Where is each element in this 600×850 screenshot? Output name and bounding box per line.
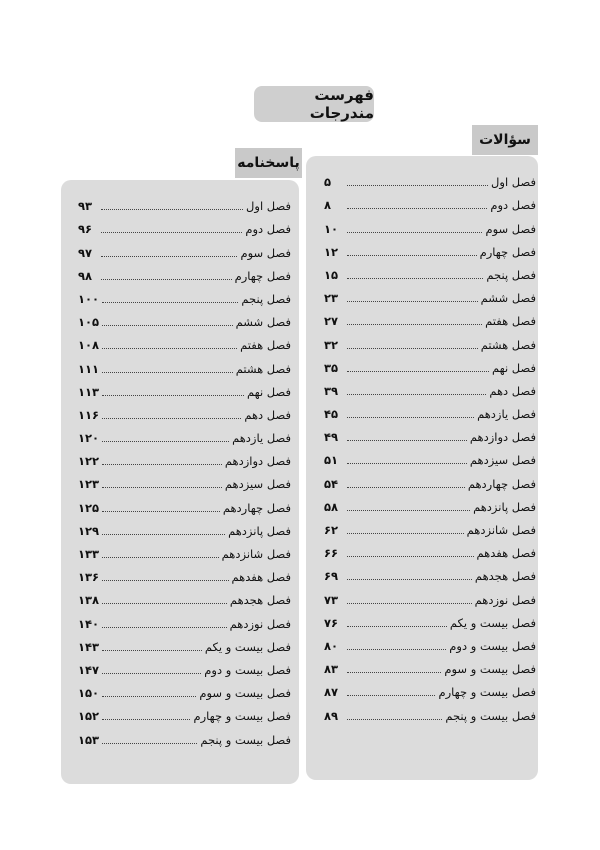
dot-leader: [347, 301, 478, 302]
answers-toc-entry[interactable]: [78, 283, 291, 306]
page-number: ۳۲: [324, 337, 339, 352]
dot-leader: [347, 232, 482, 233]
page-number: ۱۱۶: [78, 407, 100, 422]
chapter-label: فصل بیست و پنجم: [445, 708, 536, 723]
questions-toc-entry[interactable]: [324, 352, 536, 375]
dot-leader: [347, 510, 470, 511]
questions-toc-entry[interactable]: [324, 282, 536, 305]
questions-toc-entry[interactable]: [324, 328, 536, 351]
answers-toc-list: [78, 190, 291, 747]
chapter-label: فصل بیست و چهارم: [193, 709, 291, 724]
page-title: فهرست مندرجات: [254, 86, 374, 122]
dot-leader: [102, 603, 227, 604]
questions-toc-entry[interactable]: [324, 189, 536, 212]
chapter-label: فصل سوم: [485, 221, 536, 236]
answers-toc-entry[interactable]: [78, 538, 291, 561]
page-number: ۳۵: [324, 360, 339, 375]
page-number: ۵۴: [324, 476, 339, 491]
dot-leader: [347, 255, 477, 256]
answers-heading: پاسخنامه: [235, 148, 302, 178]
chapter-label: فصل پانزدهم: [473, 499, 536, 514]
dot-leader: [102, 627, 227, 628]
dot-leader: [347, 278, 483, 279]
dot-leader: [347, 417, 474, 418]
chapter-label: فصل هشتم: [480, 337, 536, 352]
chapter-label: فصل اول: [246, 199, 291, 214]
page-number: ۹۷: [78, 245, 93, 260]
dot-leader: [102, 348, 237, 349]
page-number: ۱۲۰: [78, 431, 100, 446]
questions-toc-entry[interactable]: [324, 653, 536, 676]
dot-leader: [102, 743, 197, 744]
dot-leader: [347, 463, 467, 464]
dot-leader: [347, 533, 464, 534]
answers-toc-entry[interactable]: [78, 677, 291, 700]
questions-toc-entry[interactable]: [324, 560, 536, 583]
dot-leader: [347, 208, 487, 209]
page-number: ۳۹: [324, 383, 339, 398]
chapter-label: فصل بیست و سوم: [199, 686, 291, 701]
dot-leader: [347, 487, 465, 488]
chapter-label: فصل شانزدهم: [221, 547, 291, 561]
answers-toc-entry[interactable]: [78, 561, 291, 584]
page-number: ۱۳۳: [78, 547, 100, 561]
answers-toc-entry[interactable]: [78, 376, 291, 399]
chapter-label: فصل بیست و یکم: [449, 615, 536, 630]
answers-toc-entry[interactable]: [78, 260, 291, 283]
dot-leader: [101, 279, 232, 280]
chapter-label: فصل سوم: [240, 245, 291, 260]
dot-leader: [101, 232, 242, 233]
page-number: ۵: [324, 175, 332, 190]
chapter-label: فصل هفتم: [485, 314, 536, 329]
chapter-label: فصل نهم: [247, 384, 291, 399]
chapter-label: فصل هشتم: [235, 361, 291, 376]
page-number: ۱۲۵: [78, 500, 100, 515]
chapter-label: فصل یازدهم: [232, 431, 291, 446]
dot-leader: [347, 348, 478, 349]
chapter-label: فصل چهارم: [234, 268, 291, 283]
answers-toc-entry[interactable]: [78, 329, 291, 352]
dot-leader: [102, 325, 233, 326]
page-number: ۸: [324, 198, 332, 213]
dot-leader: [102, 673, 201, 674]
page-number: ۱۵۰: [78, 686, 100, 701]
chapter-label: فصل پنجم: [486, 267, 536, 282]
questions-toc-entry[interactable]: [324, 305, 536, 328]
chapter-label: فصل دهم: [244, 407, 291, 422]
page-number: ۱۵۳: [78, 732, 100, 747]
chapter-label: فصل دوازدهم: [469, 430, 536, 445]
questions-toc-entry[interactable]: [324, 630, 536, 653]
page-number: ۱۲۹: [78, 523, 100, 538]
dot-leader: [102, 372, 233, 373]
dot-leader: [347, 695, 435, 696]
questions-toc-list: [324, 166, 536, 723]
dot-leader: [347, 649, 446, 650]
page-number: ۶۶: [324, 546, 339, 561]
page-number: ۱۲۲: [78, 454, 100, 469]
dot-leader: [347, 579, 472, 580]
chapter-label: فصل نهم: [492, 360, 536, 375]
questions-toc-entry[interactable]: [324, 236, 536, 259]
page-number: ۱۲: [324, 244, 339, 259]
questions-toc-entry[interactable]: [324, 259, 536, 282]
chapter-label: فصل دوم: [245, 222, 291, 237]
chapter-label: فصل سیزدهم: [224, 477, 291, 492]
dot-leader: [102, 441, 229, 442]
dot-leader: [102, 487, 222, 488]
chapter-label: فصل نوزدهم: [474, 592, 536, 607]
dot-leader: [102, 696, 196, 697]
chapter-label: فصل هجدهم: [474, 569, 536, 584]
questions-toc-entry[interactable]: [324, 607, 536, 630]
page-number: ۱۰۰: [78, 291, 100, 306]
page-number: ۴۵: [324, 407, 339, 422]
page-number: ۶۲: [324, 523, 339, 537]
dot-leader: [347, 324, 482, 325]
questions-toc-entry[interactable]: [324, 166, 536, 189]
chapter-label: فصل هجدهم: [229, 593, 291, 608]
page-number: ۸۷: [324, 685, 339, 700]
questions-toc-entry[interactable]: [324, 375, 536, 398]
chapter-label: فصل بیست و پنجم: [200, 732, 291, 747]
dot-leader: [102, 580, 228, 581]
answers-toc-entry[interactable]: [78, 190, 291, 213]
chapter-label: فصل هفدهم: [231, 570, 291, 585]
chapter-label: فصل پنجم: [241, 291, 291, 306]
dot-leader: [101, 256, 237, 257]
page-number: ۷۳: [324, 592, 339, 607]
chapter-label: فصل هفدهم: [476, 546, 536, 561]
answers-toc-entry[interactable]: [78, 654, 291, 677]
answers-toc-entry[interactable]: [78, 352, 291, 375]
answers-toc-entry[interactable]: [78, 584, 291, 607]
page-number: ۹۳: [78, 199, 93, 214]
dot-leader: [347, 440, 467, 441]
page-number: ۱۰۵: [78, 315, 100, 330]
dot-leader: [102, 557, 219, 558]
dot-leader: [102, 395, 244, 396]
page-number: ۱۴۳: [78, 639, 100, 654]
answers-toc-entry[interactable]: [78, 631, 291, 654]
questions-toc-entry[interactable]: [324, 491, 536, 514]
answers-toc-entry[interactable]: [78, 236, 291, 259]
chapter-label: فصل دهم: [489, 383, 536, 398]
chapter-label: فصل بیست و دوم: [204, 662, 291, 677]
page-number: ۸۳: [324, 662, 339, 677]
page-number: ۹۸: [78, 268, 93, 283]
dot-leader: [347, 603, 472, 604]
dot-leader: [102, 650, 202, 651]
page-number: ۲۷: [324, 314, 339, 329]
chapter-label: فصل هفتم: [240, 338, 291, 353]
dot-leader: [347, 185, 488, 186]
answers-toc-entry[interactable]: [78, 399, 291, 422]
questions-toc-entry[interactable]: [324, 467, 536, 490]
chapter-label: فصل ششم: [480, 291, 536, 306]
page-number: ۱۵: [324, 267, 339, 282]
questions-heading: سؤالات: [472, 125, 538, 155]
dot-leader: [347, 371, 489, 372]
answers-toc-entry[interactable]: [78, 306, 291, 329]
chapter-label: فصل یازدهم: [477, 407, 536, 422]
questions-toc-entry[interactable]: [324, 421, 536, 444]
page-number: ۵۸: [324, 499, 339, 514]
chapter-label: فصل ششم: [235, 315, 291, 330]
chapter-label: فصل نوزدهم: [229, 616, 291, 631]
page-number: ۸۹: [324, 708, 339, 723]
questions-toc-entry[interactable]: [324, 676, 536, 699]
answers-toc-entry[interactable]: [78, 491, 291, 514]
page-number: ۱۳۶: [78, 570, 100, 585]
chapter-label: فصل بیست و سوم: [444, 662, 536, 677]
questions-toc-entry[interactable]: [324, 444, 536, 467]
dot-leader: [347, 626, 447, 627]
answers-toc-entry[interactable]: [78, 607, 291, 630]
page-number: ۱۳۸: [78, 593, 100, 608]
page-number: ۵۱: [324, 453, 339, 468]
dot-leader: [347, 719, 442, 720]
page-number: ۱۱۳: [78, 384, 100, 399]
page-number: ۱۴۰: [78, 616, 100, 631]
dot-leader: [102, 464, 222, 465]
page-number: ۱۱۱: [78, 361, 100, 376]
chapter-label: فصل بیست و دوم: [449, 638, 536, 653]
chapter-label: فصل دوازدهم: [224, 454, 291, 469]
answers-toc-entry[interactable]: [78, 723, 291, 746]
page-number: ۱۰: [324, 221, 339, 236]
dot-leader: [102, 418, 241, 419]
page-number: ۶۹: [324, 569, 339, 584]
chapter-label: فصل چهاردهم: [467, 476, 536, 491]
chapter-label: فصل چهارم: [479, 244, 536, 259]
dot-leader: [102, 511, 220, 512]
questions-toc-entry[interactable]: [324, 212, 536, 235]
answers-toc-entry[interactable]: [78, 515, 291, 538]
chapter-label: فصل اول: [491, 175, 536, 190]
page-number: ۷۶: [324, 615, 339, 630]
chapter-label: فصل پانزدهم: [228, 523, 291, 538]
page-number: ۱۰۸: [78, 338, 100, 353]
questions-toc-entry[interactable]: [324, 514, 536, 537]
page-number: ۱۵۲: [78, 709, 100, 724]
dot-leader: [102, 719, 190, 720]
dot-leader: [347, 394, 486, 395]
page-number: ۱۲۳: [78, 477, 100, 492]
chapter-label: فصل شانزدهم: [466, 523, 536, 537]
page-number: ۹۶: [78, 222, 93, 237]
answers-toc-entry[interactable]: [78, 700, 291, 723]
questions-toc-entry[interactable]: [324, 583, 536, 606]
questions-toc-entry[interactable]: [324, 537, 536, 560]
answers-toc-entry[interactable]: [78, 468, 291, 491]
dot-leader: [347, 672, 441, 673]
page-number: ۲۳: [324, 291, 339, 306]
dot-leader: [102, 302, 238, 303]
chapter-label: فصل چهاردهم: [222, 500, 291, 515]
page-number: ۴۹: [324, 430, 339, 445]
page-number: ۱۴۷: [78, 662, 100, 677]
page-number: ۸۰: [324, 638, 339, 653]
answers-toc-entry[interactable]: [78, 213, 291, 236]
chapter-label: فصل سیزدهم: [469, 453, 536, 468]
chapter-label: فصل بیست و چهارم: [438, 685, 536, 700]
answers-toc-entry[interactable]: [78, 445, 291, 468]
questions-toc-entry[interactable]: [324, 398, 536, 421]
chapter-label: فصل بیست و یکم: [204, 639, 291, 654]
answers-toc-entry[interactable]: [78, 422, 291, 445]
chapter-label: فصل دوم: [490, 198, 536, 213]
dot-leader: [101, 209, 243, 210]
questions-toc-entry[interactable]: [324, 699, 536, 722]
dot-leader: [102, 534, 225, 535]
dot-leader: [347, 556, 474, 557]
